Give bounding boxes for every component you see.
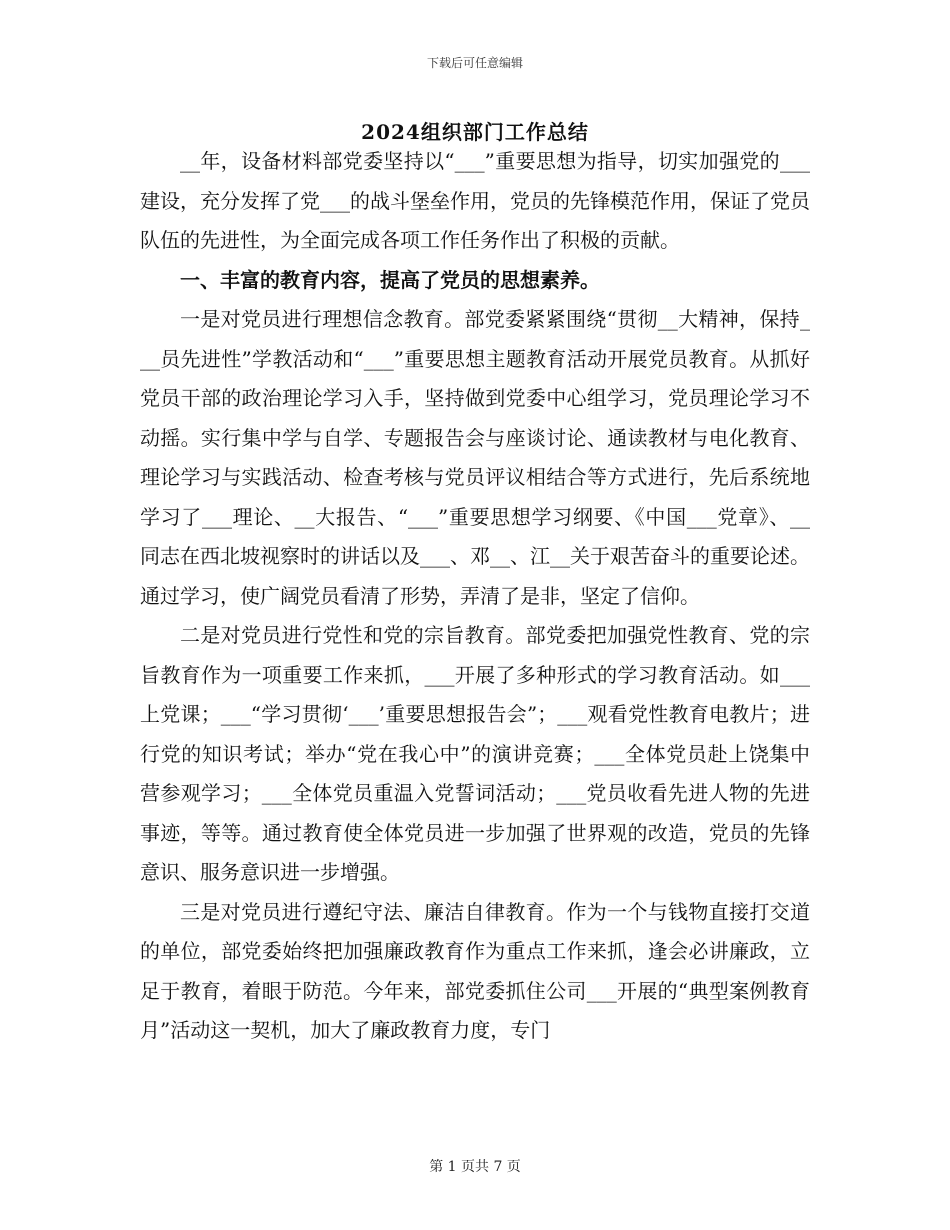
page-footer: 第 1 页共 7 页: [429, 1159, 521, 1175]
section-heading-1: 一、丰富的教育内容，提高了党员的思想素养。: [180, 267, 600, 292]
document-body: [140, 142, 810, 1051]
document-title: 2024组织部门工作总结: [361, 120, 589, 144]
intro-paragraph: __年，设备材料部党委坚持以“___”重要思想为指导，切实加强党的___建设，充分发挥了党___的战斗堡垒作用，党员的先锋模范作用，保证了党员队伍的先进性，为全面完成各项工作任务作出了积极的贡献。: [140, 149, 810, 252]
header-note: 下载后可任意编辑: [426, 56, 523, 70]
paragraph-party-spirit: 二是对党员进行党性和党的宗旨教育。部党委把加强党性教育、党的宗旨教育作为一项重要工作来抓，___开展了多种形式的学习教育活动。如___上党课；___“学习贯彻‘___’重要思想报告会”；___观看党性教育电教片；进行党的知识考试；举办“党在我心中”的演讲竞赛；___全体党员赴上饶集中营参观学习；___全体党员重温入党誓词活动；___党员收看先进人物的先进事迹，等等。通过教育使全体党员进一步加强了世界观的改造，党员的先锋意识、服务意识进一步增强。: [140, 623, 810, 884]
paragraph-ideal-belief: 一是对党员进行理想信念教育。部党委紧紧围绕“贯彻__大精神，保持___员先进性”学教活动和“___”重要思想主题教育活动开展党员教育。从抓好党员干部的政治理论学习入手，坚持做到党委中心组学习，党员理论学习不动摇。实行集中学与自学、专题报告会与座谈讨论、通读教材与电化教育、理论学习与实践活动、检查考核与党员评议相结合等方式进行，先后系统地学习了___理论、__大报告、“___”重要思想学习纲要、《中国___党章》、__同志在西北坡视察时的讲话以及___、邓__、江__关于艰苦奋斗的重要论述。通过学习，使广阔党员看清了形势，弄清了是非，坚定了信仰。: [140, 307, 810, 608]
paragraph-discipline: 三是对党员进行遵纪守法、廉洁自律教育。作为一个与钱物直接打交道的单位，部党委始终把加强廉政教育作为重点工作来抓，逢会必讲廉政，立足于教育，着眼于防范。今年来，部党委抓住公司___开展的“典型案例教育月”活动这一契机，加大了廉政教育力度，专门: [140, 899, 810, 1042]
